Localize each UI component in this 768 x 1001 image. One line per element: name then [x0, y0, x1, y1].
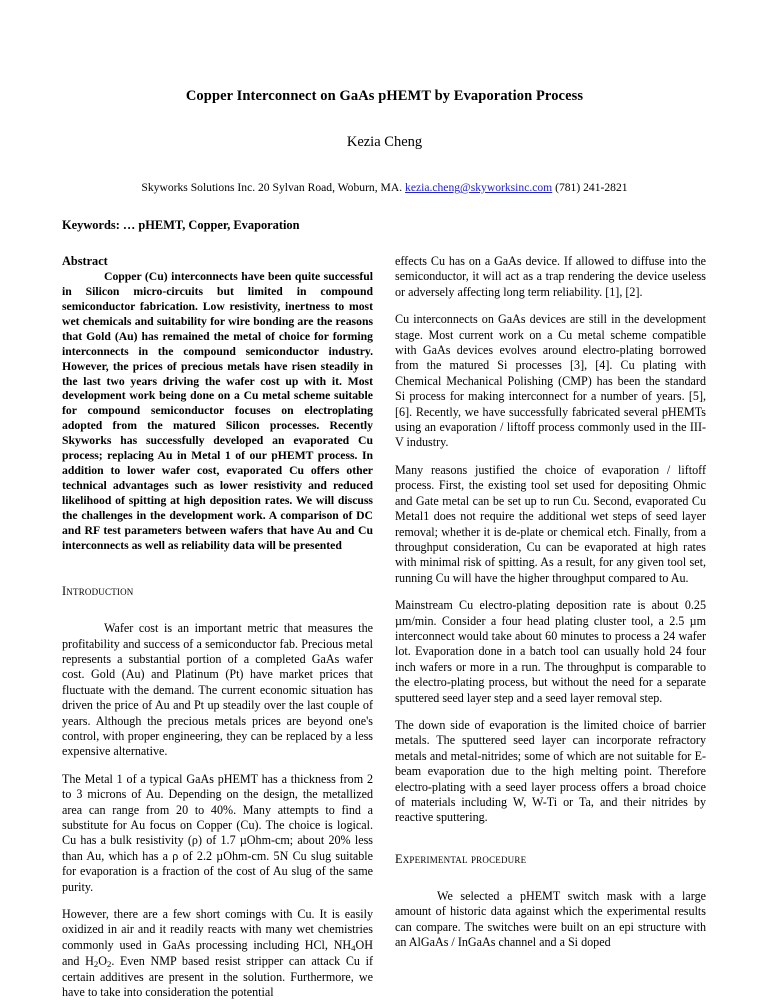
intro-p3-seg4: . Even NMP based resist stripper can attack Cu if certain additives are present in the solution. Furthermore, we have to take into consideration the potential [62, 953, 374, 1000]
intro-paragraph-2: The Metal 1 of a typical GaAs pHEMT has a thickness from 2 to 3 microns of Au. Depending on the design, the metallized area can range from 20 to 40%. Many attempts to find a substitute for Au focus on Copper (Cu). The choice is logical. Cu has a bulk resistivity (ρ) of 1.7 µOhm-cm; about 20% less than Au, which has a ρ of 2.2 µOhm-cm. 5N Cu slug suitable for evaporation is a fraction of the cost of Au slug of the same purity. [62, 771, 373, 894]
left-column [62, 254, 373, 1001]
section-spacer [62, 554, 373, 584]
right-column [395, 254, 706, 950]
affiliation-phone: (781) 241-2821 [552, 181, 628, 194]
affiliation-text-before: Skyworks Solutions Inc. 20 Sylvan Road, Woburn, MA. [141, 181, 406, 194]
subscript-o2: 2 [106, 958, 112, 969]
author-email-link[interactable]: kezia.cheng@skyworksinc.com [405, 181, 553, 194]
right-paragraph-3: Many reasons justified the choice of evaporation / liftoff process. First, the existing tool set used for depositing Ohmic and Gate metal can be set up to run Cu. Second, evaporated Cu Metal1 does not require the additional wet steps of seed layer removal; whether it is de-plate or chemical etch. Finally, from a throughput consideration, Cu can be evaporated at high rates with minimal risk of spitting. As a result, for any given tool set, running Cu will have the higher throughput compared to Au. [395, 462, 706, 585]
abstract-heading: Abstract [62, 254, 108, 268]
experimental-procedure-heading: Experimental procedure [395, 851, 527, 866]
right-paragraph-6: We selected a pHEMT switch mask with a large amount of historic data against which the experimental results can compare. The switches were built on an epi structure with an AlGaAs / InGaAs channel and a Si doped [395, 888, 706, 950]
right-paragraph-5: The down side of evaporation is the limited choice of barrier metals. The sputtered seed layer can incorporate refractory metals and metal-nitrides; some of which are not suitable for E-beam evaporation due to the high melting point. Therefore electro-plating with a seed layer process offers a broad choice of materials including W, W-Ti or Ta, and their nitrides by reactive sputtering. [395, 717, 706, 825]
right-paragraph-2: Cu interconnects on GaAs devices are still in the development stage. Most current work on a Cu metal scheme compatible with GaAs devices evolves around electro-plating borrowed from the matured Si processes [3], [4]. Cu plating with Chemical Mechanical Polishing (CMP) has been the standard Si process for making interconnect for a number of years. [5], [6]. Recently, we have successfully fabricated several pHEMTs using an evaporation / liftoff process commonly used in the III-V industry. [395, 312, 706, 450]
abstract-body: Copper (Cu) interconnects have been quite successful in Silicon micro-circuits but limited in compound semiconductor fabrication. Low resistivity, inertness to most wet chemicals and suitability for wire bonding are the reasons that Gold (Au) has remained the metal of choice for forming interconnects in the compound semiconductor industry. However, the prices of precious metals have risen steadily in the last two years driving the wafer cost up with it. Most development work being done on a Cu metal scheme suitable for compound semiconductor focuses on electroplating adopted from the matured Silicon processes. Recently Skyworks has successfully developed an evaporated Cu process; replacing Au in Metal 1 of our pHEMT process. In addition to lower wafer cost, evaporated Cu offers other technical advantages such as lower resistivity and reduced likelihood of spitting at high deposition rates. We will discuss the challenges in the development work. A comparison of DC and RF test parameters between wafers that have Au and Cu interconnects as well as reliability data will be presented [62, 269, 373, 553]
subscript-h2: 2 [93, 958, 99, 969]
affiliation-line [62, 181, 707, 194]
introduction-heading: Introduction [62, 584, 134, 599]
page-title: Copper Interconnect on GaAs pHEMT by Evaporation Process [185, 88, 584, 104]
intro-paragraph-1: Wafer cost is an important metric that measures the profitability and success of a semiconductor fab. Precious metal represents a substantial portion of a completed GaAs wafer cost. Gold (Au) and Platinum (Pt) have market prices that fluctuate with the demand. The current economic situation has driven the price of Au and Pt up steadily over the last couple of years. Although the precious metals prices are beyond one's control, with proper engineering, they can be replaced by a less expensive alternative. [62, 621, 373, 759]
intro-p3-seg2: OH and H [62, 937, 373, 968]
right-paragraph-1: effects Cu has on a GaAs device. If allowed to diffuse into the semiconductor, it will act as a trap rendering the device useless or adversely affecting long term reliability. [1], [2]. [395, 254, 706, 299]
page-content [62, 0, 707, 1001]
subscript-nh4: 4 [351, 942, 356, 953]
keywords-line: Keywords: … pHEMT, Copper, Evaporation [62, 218, 300, 232]
intro-p3-seg3: O [98, 953, 107, 968]
intro-paragraph-3 [62, 907, 373, 1001]
two-column-body [62, 254, 707, 1001]
intro-p3-seg1: However, there are a few short comings with Cu. It is easily oxidized in air and it readily reacts with many wet chemistries commonly used in GaAs processing including HCl, NH [62, 907, 373, 952]
author-name: Kezia Cheng [346, 134, 423, 150]
right-paragraph-4: Mainstream Cu electro-plating deposition rate is about 0.25 µm/min. Consider a four head plating cluster tool, a 2.5 µm interconnect would take about 60 minutes to process a 24 wafer lot. Evaporation done in a batch tool can usually hold 24 four inch wafers or more in a run. The throughput is comparable to the electro-plating process, but without the need for a separate sputtered seed layer step and a seed layer removal step. [395, 598, 706, 705]
